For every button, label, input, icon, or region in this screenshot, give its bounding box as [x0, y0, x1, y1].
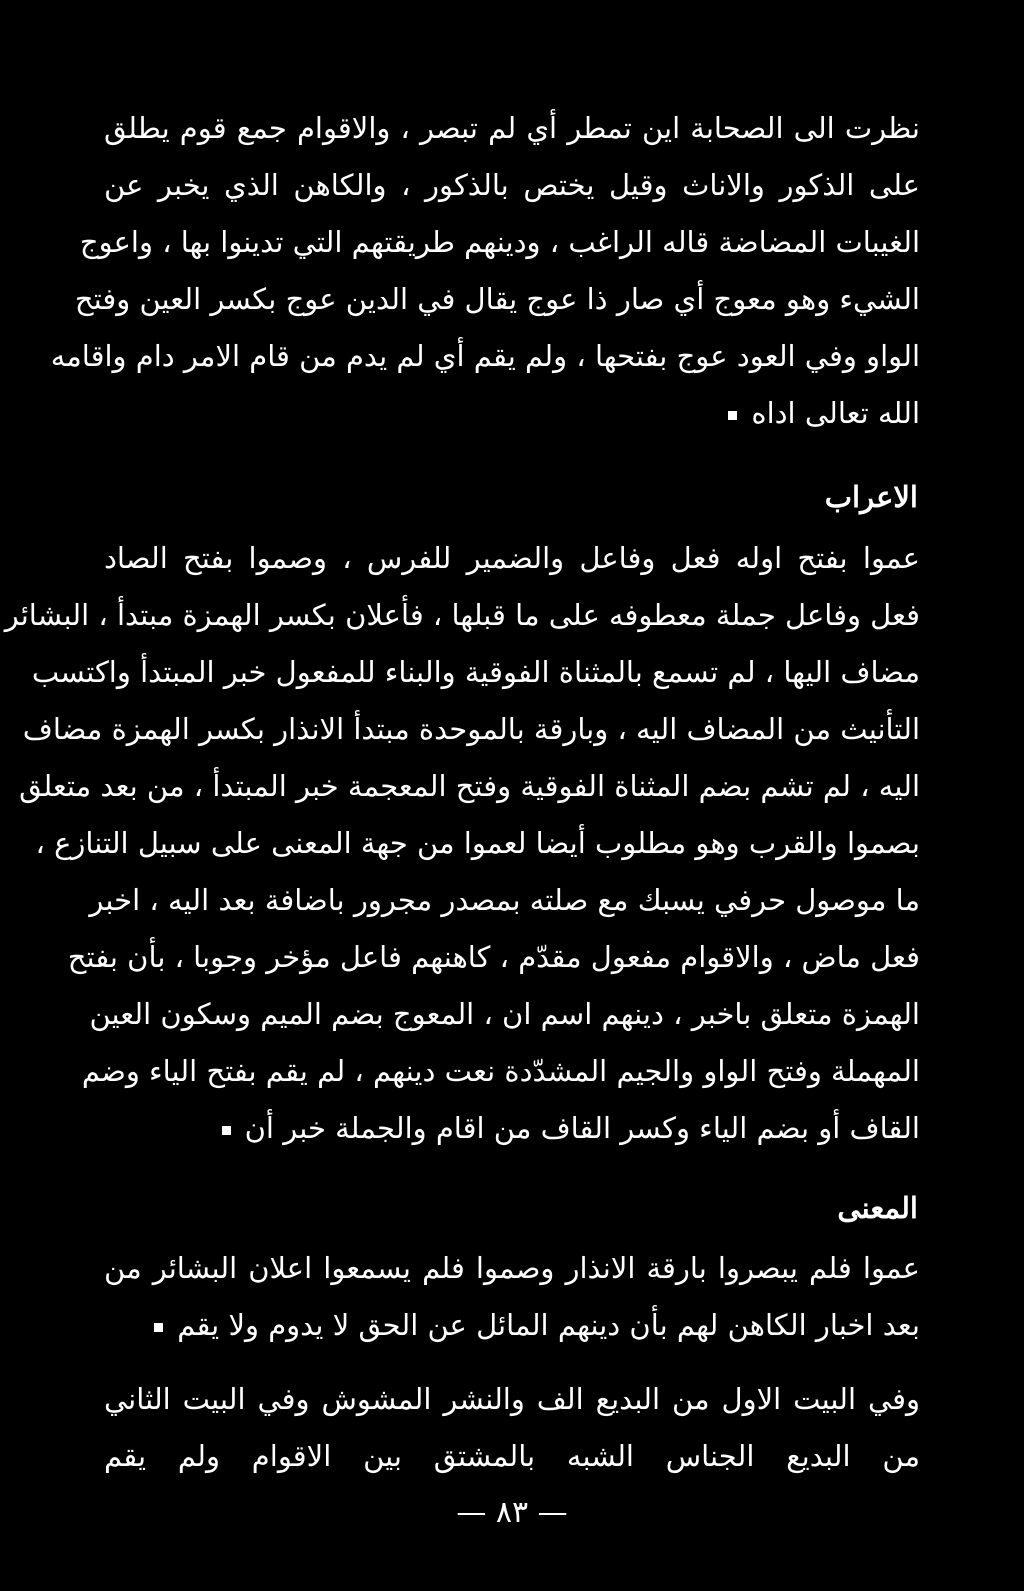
text-line: عموا بفتح اوله فعل وفاعل والضمير للفرس ، وصموا بفتح الصاد: [104, 541, 920, 575]
text-line-content: بعد اخبار الكاهن لهم بأن دينهم المائل عن الحق لا يدوم ولا يقم: [177, 1308, 920, 1342]
paragraph-end-mark: [728, 411, 737, 420]
text-line: نظرت الى الصحابة اين تمطر أي لم تبصر ، والاقوام جمع قوم يطلق: [104, 111, 920, 145]
text-line: مضاف اليها ، لم تسمع بالمثناة الفوقية والبناء للمفعول خبر المبتدأ واكتسب: [31, 655, 920, 689]
text-line: عموا فلم يبصروا بارقة الانذار وصموا فلم يسمعوا اعلان البشائر من: [104, 1251, 920, 1285]
text-line-content: الله تعالى اداه: [751, 396, 920, 430]
paragraph-end-mark: [154, 1323, 163, 1332]
text-line: ما موصول حرفي يسبك مع صلته بمصدر مجرور باضافة بعد اليه ، اخبر: [89, 883, 920, 917]
text-line: الواو وفي العود عوج بفتحها ، ولم يقم أي لم يدم من قام الامر دام واقامه: [50, 339, 920, 373]
paragraph-end-mark: [222, 1126, 231, 1135]
text-line: التأنيث من المضاف اليه ، وبارقة بالموحدة مبتدأ الانذار بكسر الهمزة مضاف: [22, 712, 920, 746]
text-line: اليه ، لم تشم بضم المثناة الفوقية وفتح المعجمة خبر المبتدأ ، من بعد متعلق: [19, 769, 920, 803]
section-heading-meaning: المعنى: [837, 1191, 918, 1225]
text-line-last: [104, 1100, 920, 1156]
section-heading-grammar: الاعراب: [824, 480, 918, 514]
text-line: فعل وفاعل جملة معطوفه على ما قبلها ، فأعلان بكسر الهمزة مبتدأ ، البشائر: [4, 598, 920, 632]
text-line-content: القاف أو بضم الياء وكسر القاف من اقام والجملة خبر أن: [244, 1111, 920, 1145]
text-line: المهملة وفتح الواو والجيم المشدّدة نعت دينهم ، لم يقم بفتح الياء وضم: [81, 1054, 920, 1088]
text-line: من البديع الجناس الشبه بالمشتق بين الاقوام ولم يقم: [104, 1439, 920, 1473]
page-number: — ٨٣ —: [456, 1495, 568, 1530]
text-line: وفي البيت الاول من البديع الف والنشر المشوش وفي البيت الثاني: [104, 1382, 920, 1416]
text-line: الشيء وهو معوج أي صار ذا عوج يقال في الدين عوج بكسر العين وفتح: [74, 282, 920, 316]
text-line-last: [104, 1297, 920, 1353]
text-line: الغيبات المضاضة قاله الراغب ، ودينهم طريقتهم التي تدينوا بها ، واعوج: [79, 225, 920, 259]
text-line: على الذكور والاناث وقيل يختص بالذكور ، والكاهن الذي يخبر عن: [104, 168, 920, 202]
text-line: بصموا والقرب وهو مطلوب أيضا لعموا من جهة المعنى على سبيل التنازع ،: [35, 826, 920, 860]
text-line: الهمزة متعلق باخبر ، دينهم اسم ان ، المعوج بضم الميم وسكون العين: [89, 997, 920, 1031]
text-line-last: [104, 385, 920, 441]
text-line: فعل ماض ، والاقوام مفعول مقدّم ، كاهنهم فاعل مؤخر وجوبا ، بأن بفتح: [67, 940, 920, 974]
